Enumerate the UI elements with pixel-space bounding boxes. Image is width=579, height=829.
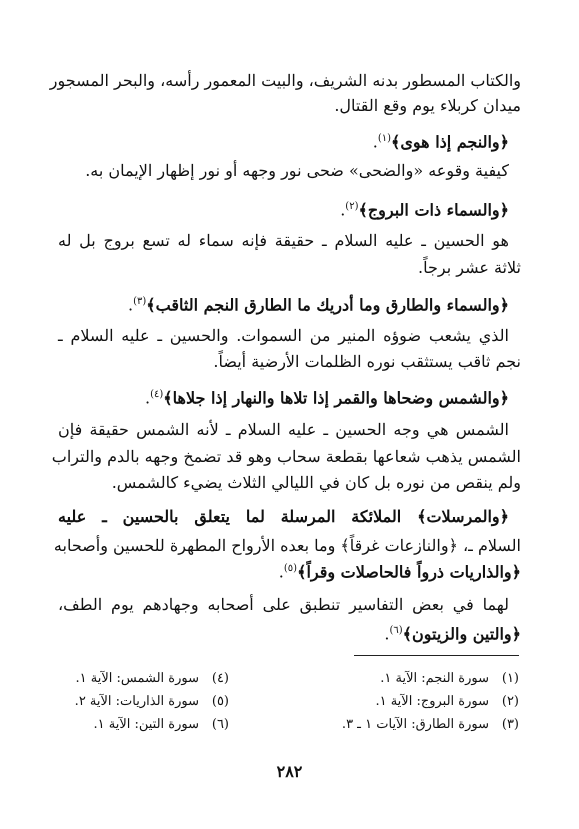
footnote-ref: (٣) bbox=[133, 296, 147, 307]
footnote-ref: (٥) bbox=[283, 563, 298, 574]
text-line: هو الحسين ـ عليه السلام ـ حقيقة فإنه سماء له تسع بروج بل له bbox=[58, 231, 509, 250]
text-line: ﴿والمرسلات﴾ الملائكة المرسلة لما يتعلق بالحسين ـ عليه bbox=[58, 507, 509, 526]
footnote: (٢)سورة البروج: الآية ١. bbox=[375, 694, 519, 709]
text-line: نجم ثاقب يستثقب نوره الظلمات الأرضية أيضاً. bbox=[213, 352, 521, 371]
verse-line: ﴿والنجم إذا هوى﴾$^{(١)}$. bbox=[372, 132, 509, 152]
footnote: (٤)سورة الشمس: الآية ١. bbox=[75, 671, 229, 686]
text-line: ثلاثة عشر برجاً. bbox=[418, 258, 521, 277]
footnote: (٣)سورة الطارق: الآيات ١ ـ ٣. bbox=[341, 717, 519, 732]
footnote-ref: (٦) bbox=[389, 625, 403, 636]
footnote: (١)سورة النجم: الآية ١. bbox=[380, 671, 519, 686]
footnote-divider bbox=[354, 655, 519, 656]
page-number: ٢٨٢ bbox=[276, 762, 303, 781]
footnote-ref: (٢) bbox=[345, 201, 359, 212]
footnote: (٦)سورة التين: الآية ١. bbox=[93, 717, 229, 732]
text-line: ولم ينقص من نوره بل كان في الليالي الثلاث يضيء كالشمس. bbox=[111, 473, 521, 492]
text-line: الذي يشعب ضوؤه المنير من السموات. والحسين ـ عليه السلام ـ bbox=[58, 326, 509, 345]
text-line: ميدان كربلاء يوم وقع القتال. bbox=[334, 96, 521, 115]
text-line: الشمس يذهب شعاعها بقطعة سحاب وهو قد تضمخ وجهه بالدم والتراب bbox=[51, 447, 521, 466]
verse-line: ﴿والتين والزيتون﴾$^{(٦)}$. bbox=[384, 624, 521, 644]
text-line: كيفية وقوعه «والضحى» ضحى نور وجهه أو نور إظهار الإيمان به. bbox=[85, 161, 509, 180]
text-line: والكتاب المسطور بدنه الشريف، والبيت المعمور رأسه، والبحر المسجور bbox=[49, 71, 521, 90]
footnote: (٥)سورة الذاريات: الآية ٢. bbox=[74, 694, 229, 709]
footnote-ref: (١) bbox=[377, 133, 392, 144]
verse-line: ﴿والسماء والطارق وما أدريك ما الطارق النجم الثاقب﴾$^{(٣)}$. bbox=[128, 295, 509, 315]
verse-line: ﴿والشمس وضحاها والقمر إذا تلاها والنهار إذا جلاها﴾$^{(٤)}$. bbox=[145, 388, 509, 408]
text-line: الشمس هي وجه الحسين ـ عليه السلام ـ لأنه الشمس حقيقة فإن bbox=[58, 420, 509, 439]
footnote-ref: (٤) bbox=[150, 389, 164, 400]
text-line: السلام ـ، ﴿والنازعات غرقاً﴾ وما بعده الأرواح المطهرة للحسين وأصحابه bbox=[53, 536, 521, 555]
verse-line: ﴿والذاريات ذرواً فالحاصلات وقراً﴾$^{(٥)}$. bbox=[278, 562, 521, 582]
text-line: لهما في بعض التفاسير تنطبق على أصحابه وجهادهم يوم الطف، bbox=[58, 595, 509, 614]
verse-line: ﴿والسماء ذات البروج﴾$^{(٢)}$. bbox=[340, 200, 509, 220]
